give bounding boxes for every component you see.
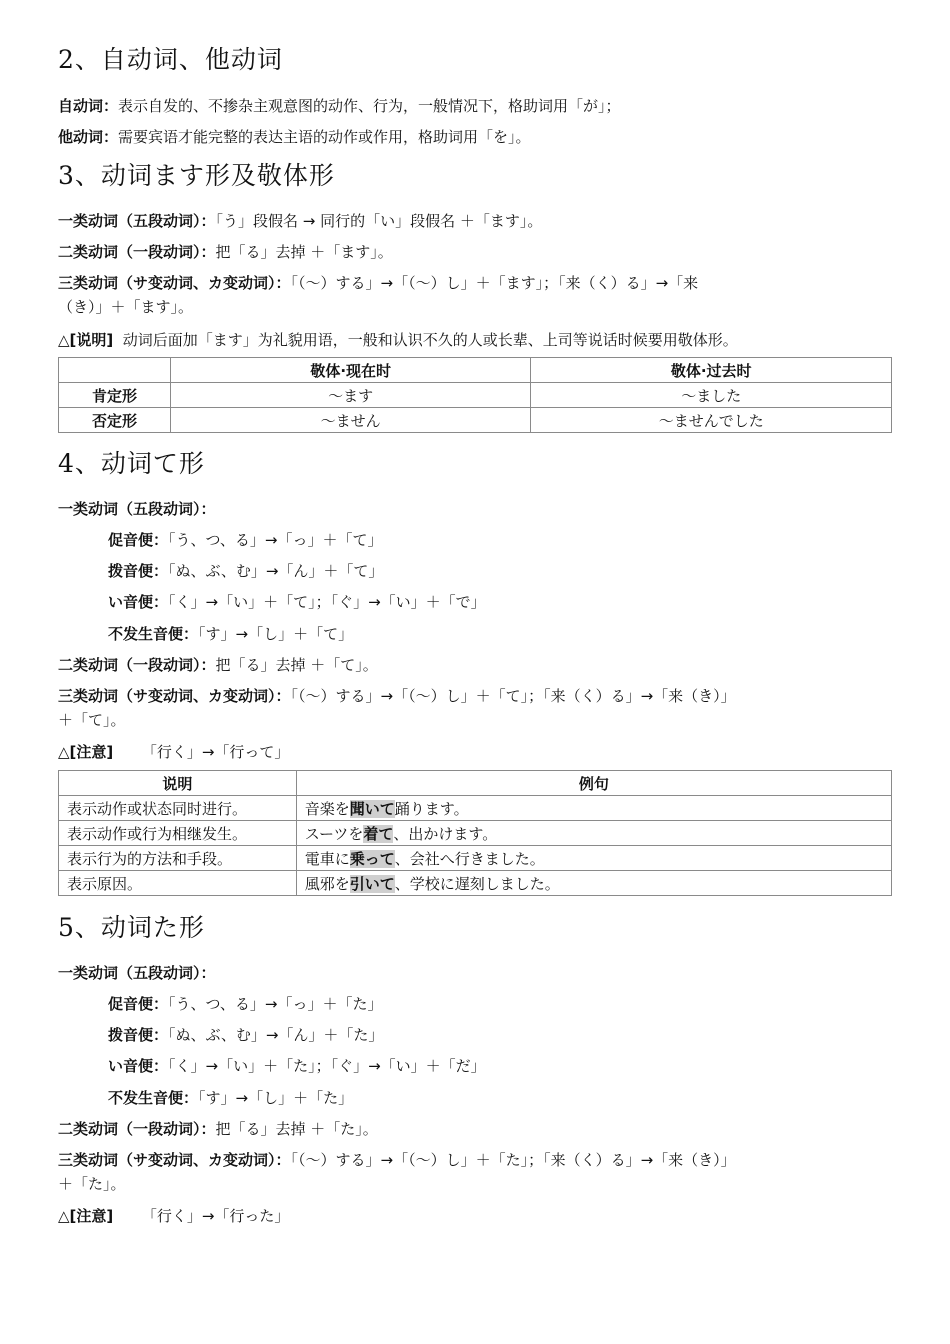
table-header-row xyxy=(59,358,892,383)
group3-ta-rule xyxy=(58,1148,892,1172)
term-label: 二类动词（一段动词）： xyxy=(58,656,216,674)
example-text: 踊ります。 xyxy=(394,799,469,818)
ta-rule-i-onbin xyxy=(108,1054,888,1078)
rule-text: 「ぬ、ぶ、む」→「ん」＋「た」 xyxy=(168,1026,384,1044)
rule-text: 「（～）する」→「（～）し」＋「て」；「来（く）る」→「来（き）」 xyxy=(290,687,736,705)
example-sentence xyxy=(296,871,891,896)
group3-ta-rule-cont: ＋「た」。 xyxy=(58,1175,126,1193)
example-text: 、学校に遅刻しました。 xyxy=(394,874,560,893)
usage-description: 表示动作或行为相继发生。 xyxy=(59,821,297,846)
table-cell: 肯定形 xyxy=(59,383,171,408)
section-3-heading: 3、动词ます形及敬体形 xyxy=(58,161,335,190)
table-row xyxy=(59,383,892,408)
term-label: 促音便： xyxy=(108,995,169,1013)
rule-text: 把「る」去掉 ＋「た」。 xyxy=(215,1120,378,1138)
example-sentence xyxy=(296,846,891,871)
note-label: △[注意] xyxy=(58,743,114,761)
term-label: 三类动词（サ变动词、カ变动词）： xyxy=(58,1151,291,1169)
rule-text: 「（～）する」→「（～）し」＋「ます」；「来（く）る」→「来 xyxy=(290,274,699,292)
group3-masu-rule-cont: （き）」＋「ます」。 xyxy=(58,298,194,316)
definition-text: 需要宾语才能完整的表达主语的动作或作用，格助词用「を」。 xyxy=(118,128,531,146)
note-text: 「行く」→「行って」 xyxy=(141,743,290,761)
rule-text: 「（～）する」→「（～）し」＋「た」；「来（く）る」→「来（き）」 xyxy=(290,1151,736,1169)
note-label: △[注意] xyxy=(58,1207,114,1225)
term-label: 拨音便： xyxy=(108,562,169,580)
group2-masu-rule xyxy=(58,240,892,264)
section-4-heading: 4、动词て形 xyxy=(58,449,205,478)
te-usage-table xyxy=(58,770,892,896)
term-label: 拨音便： xyxy=(108,1026,169,1044)
table-header-row xyxy=(59,771,892,796)
table-row xyxy=(59,846,892,871)
group1-te-label: 一类动词（五段动词）： xyxy=(58,500,216,518)
term-label: 一类动词（五段动词）： xyxy=(58,212,216,230)
highlighted-verb: 乗って xyxy=(349,849,395,868)
section-5-heading: 5、动词た形 xyxy=(58,913,205,942)
group3-masu-rule xyxy=(58,271,892,295)
table-header-cell: 例句 xyxy=(296,771,891,796)
te-rule-hatsuon xyxy=(108,559,888,583)
term-label: 不发生音便： xyxy=(108,1089,199,1107)
table-cell: ～ます xyxy=(170,383,531,408)
table-row xyxy=(59,796,892,821)
term-label: 二类动词（一段动词）： xyxy=(58,243,216,261)
example-text: 電車に xyxy=(304,849,350,868)
highlighted-verb: 聞いて xyxy=(349,799,395,818)
term-label: 不发生音便： xyxy=(108,625,199,643)
highlighted-verb: 着て xyxy=(363,824,394,843)
example-text: スーツを xyxy=(304,824,364,843)
te-rule-no-onbin xyxy=(108,622,888,646)
table-header-cell: 说明 xyxy=(59,771,297,796)
example-text: 風邪を xyxy=(304,874,350,893)
example-text: 、出かけます。 xyxy=(393,824,498,843)
rule-text: 「す」→「し」＋「た」 xyxy=(198,1089,354,1107)
rule-text: 「う」段假名 → 同行的「い」段假名 ＋「ます」。 xyxy=(215,212,543,230)
ta-rule-no-onbin xyxy=(108,1086,888,1110)
group3-te-rule-cont: ＋「て」。 xyxy=(58,711,126,729)
note-line xyxy=(58,740,892,764)
example-sentence xyxy=(296,821,891,846)
term-label: い音便： xyxy=(108,593,169,611)
note-line xyxy=(58,1204,892,1228)
term-label: い音便： xyxy=(108,1057,169,1075)
usage-description: 表示原因。 xyxy=(59,871,297,896)
table-header-cell xyxy=(59,358,171,383)
highlighted-verb: 引いて xyxy=(349,874,395,893)
ta-rule-sokuon xyxy=(108,992,888,1016)
rule-text: 把「る」去掉 ＋「ます」。 xyxy=(215,243,393,261)
usage-description: 表示动作或状态同时进行。 xyxy=(59,796,297,821)
group3-te-rule xyxy=(58,684,892,708)
note-line xyxy=(58,328,892,352)
te-rule-i-onbin xyxy=(108,590,888,614)
example-text: 音楽を xyxy=(304,799,350,818)
rule-text: 「ぬ、ぶ、む」→「ん」＋「て」 xyxy=(168,562,384,580)
note-label: △[说明] xyxy=(58,331,114,349)
rule-text: 「く」→「い」＋「た」；「ぐ」→「い」＋「だ」 xyxy=(168,1057,486,1075)
table-row xyxy=(59,821,892,846)
table-row xyxy=(59,408,892,433)
rule-text: 「く」→「い」＋「て」；「ぐ」→「い」＋「で」 xyxy=(168,593,486,611)
term-label: 三类动词（サ变动词、カ变动词）： xyxy=(58,274,291,292)
term-label: 他动词： xyxy=(58,128,119,146)
note-text: 「行く」→「行った」 xyxy=(141,1207,290,1225)
rule-text: 「す」→「し」＋「て」 xyxy=(198,625,354,643)
group1-masu-rule xyxy=(58,209,892,233)
table-cell: ～ませんでした xyxy=(531,408,892,433)
table-row xyxy=(59,871,892,896)
rule-text: 把「る」去掉 ＋「て」。 xyxy=(215,656,378,674)
rule-text: 「う、つ、る」→「っ」＋「た」 xyxy=(168,995,383,1013)
term-label: 自动词： xyxy=(58,97,119,115)
group2-te-rule xyxy=(58,653,892,677)
usage-description: 表示行为的方法和手段。 xyxy=(59,846,297,871)
table-cell: 否定形 xyxy=(59,408,171,433)
polite-form-table xyxy=(58,357,892,433)
term-label: 二类动词（一段动词）： xyxy=(58,1120,216,1138)
table-cell: ～ません xyxy=(170,408,531,433)
rule-text: 「う、つ、る」→「っ」＋「て」 xyxy=(168,531,383,549)
table-cell: ～ました xyxy=(531,383,892,408)
definition-text: 表示自发的、不掺杂主观意图的动作、行为，一般情况下，格助词用「が」； xyxy=(118,97,621,115)
group2-ta-rule xyxy=(58,1117,892,1141)
example-text: 、会社へ行きました。 xyxy=(394,849,545,868)
intransitive-verb-line xyxy=(58,94,892,118)
example-sentence xyxy=(296,796,891,821)
te-rule-sokuon xyxy=(108,528,888,552)
term-label: 促音便： xyxy=(108,531,169,549)
term-label: 三类动词（サ变动词、カ变动词）： xyxy=(58,687,291,705)
section-2-heading: 2、自动词、他动词 xyxy=(58,45,283,74)
table-header-cell: 敬体·过去时 xyxy=(531,358,892,383)
note-text: 动词后面加「ます」为礼貌用语，一般和认识不久的人或长辈、上司等说话时候要用敬体形。 xyxy=(122,331,738,349)
group1-ta-label: 一类动词（五段动词）： xyxy=(58,964,216,982)
ta-rule-hatsuon xyxy=(108,1023,888,1047)
table-header-cell: 敬体·现在时 xyxy=(170,358,531,383)
transitive-verb-line xyxy=(58,125,892,149)
